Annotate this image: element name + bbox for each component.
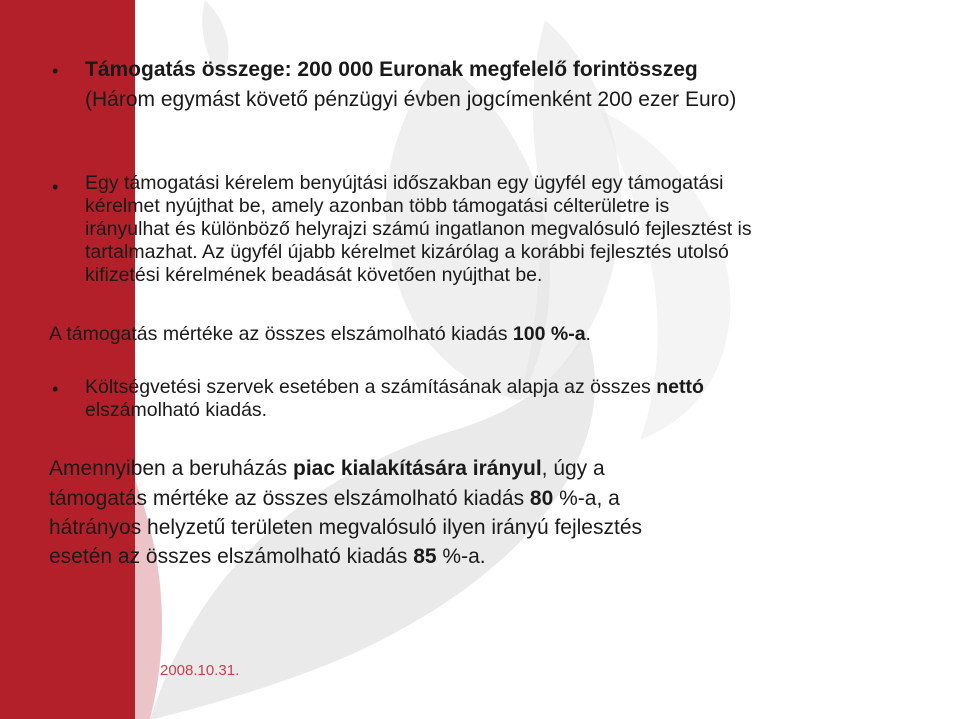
slide-date: 2008.10.31.	[160, 662, 240, 679]
application-text-line-2: kérelmet nyújthat be, amely azonban több támogatási célterületre is	[85, 195, 670, 217]
application-text-line-4: tartalmazhat. Az ügyfél újabb kérelmet kizárólag a korábbi fejlesztés utolsó	[85, 241, 729, 263]
support-rate-value: 100 %-a	[512, 323, 586, 345]
market-dev-line-4	[49, 546, 486, 567]
support-rate-suffix: .	[585, 323, 591, 345]
market-dev-line-1	[49, 458, 605, 479]
market-dev-text-4c: %-a.	[436, 545, 486, 568]
market-dev-text-1a: Amennyiben a beruházás	[49, 457, 293, 480]
funding-amount-heading: Támogatás összege: 200 000 Euronak megfelelő forintösszeg	[85, 58, 698, 81]
bullet-1: •	[52, 61, 59, 81]
market-dev-line-2	[49, 488, 620, 509]
market-dev-text-1b: piac kialakítására irányul	[293, 457, 542, 480]
market-dev-text-1c: , úgy a	[541, 457, 605, 480]
bullet-3: •	[52, 379, 59, 399]
market-dev-rate-85: 85	[413, 545, 437, 568]
market-dev-line-3: hátrányos helyzetű területen megvalósuló ilyen irányú fejlesztés	[49, 516, 642, 539]
application-text-line-1: Egy támogatási kérelem benyújtási időszakban egy ügyfél egy támogatási	[85, 172, 724, 194]
budget-bodies-line-2: elszámolható kiadás.	[85, 399, 268, 421]
budget-bodies-text: Költségvetési szervek esetében a számításának alapja az összes	[85, 376, 657, 398]
market-dev-text-2c: %-a, a	[553, 487, 620, 510]
funding-amount-subtitle: (Három egymást követő pénzügyi évben jogcímenként 200 ezer Euro)	[85, 88, 737, 111]
market-dev-rate-80: 80	[529, 487, 554, 510]
support-rate-line	[49, 325, 591, 345]
application-text-line-5: kifizetési kérelmének beadását követően nyújthat be.	[85, 264, 543, 286]
bullet-2: •	[52, 177, 59, 197]
market-dev-text-4a: esetén az összes elszámolható kiadás	[49, 545, 414, 568]
budget-bodies-net: nettó	[656, 376, 704, 398]
market-dev-text-2a: támogatás mértéke az összes elszámolható kiadás	[49, 487, 530, 510]
application-text-line-3: irányulhat és különböző helyrajzi számú ingatlanon megvalósuló fejlesztést is	[85, 218, 752, 240]
budget-bodies-line-1	[85, 378, 704, 398]
support-rate-text: A támogatás mértéke az összes elszámolható kiadás	[49, 323, 513, 345]
